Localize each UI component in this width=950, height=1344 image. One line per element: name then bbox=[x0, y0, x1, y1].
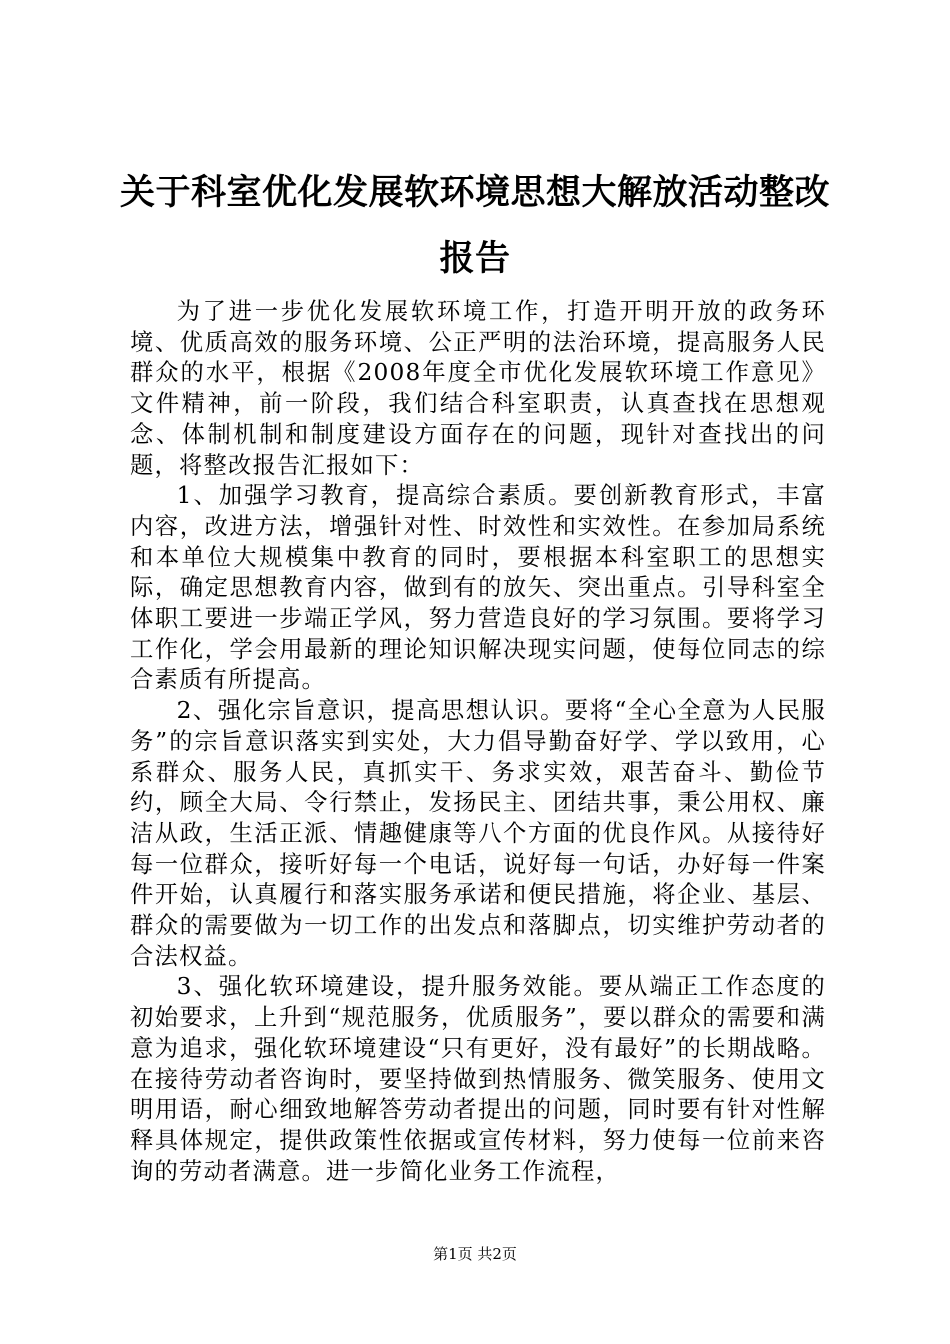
document-title: 关于科室优化发展软环境思想大解放活动整改报告 bbox=[119, 173, 830, 279]
paragraph-item-3: 3、强化软环境建设，提升服务效能。要从端正工作态度的初始要求，上升到“规范服务，优质服务”，要以群众的需要和满意为追求，强化软环境建设“只有更好，没有最好”的长期战略。在接待劳动者咨询时，要坚持做到热情服务、微笑服务、使用文明用语，耐心细致地解答劳动者提出的问题，同时要有针对性解释具体规定，提供政策性依据或宣传材料，努力使每一位前来咨询的劳动者满意。进一步简化业务工作流程， bbox=[130, 973, 826, 1185]
page-number-footer: 第1页 共2页 bbox=[433, 1245, 517, 1263]
paragraph-item-2: 2、强化宗旨意识，提高思想认识。要将“全心全意为人民服务”的宗旨意识落实到实处，大力倡导勤奋好学、学以致用，心系群众、服务人民，真抓实干、务求实效，艰苦奋斗、勤俭节约，顾全大局、令行禁止，发扬民主、团结共事，秉公用权、廉洁从政，生活正派、情趣健康等八个方面的优良作风。从接待好每一位群众，接听好每一个电话，说好每一句话，办好每一件案件开始，认真履行和落实服务承诺和便民措施，将企业、基层、群众的需要做为一切工作的出发点和落脚点，切实维护劳动者的合法权益。 bbox=[130, 697, 826, 970]
paragraph-item-1: 1、加强学习教育，提高综合素质。要创新教育形式，丰富内容，改进方法，增强针对性、时效性和实效性。在参加局系统和本单位大规模集中教育的同时，要根据本科室职工的思想实际，确定思想教育内容，做到有的放矢、突出重点。引导科室全体职工要进一步端正学风，努力营造良好的学习氛围。要将学习工作化，学会用最新的理论知识解决现实问题，使每位同志的综合素质有所提高。 bbox=[130, 482, 826, 694]
paragraph-intro: 为了进一步优化发展软环境工作，打造开明开放的政务环境、优质高效的服务环境、公正严明的法治环境，提高服务人民群众的水平，根据《2008年度全市优化发展软环境工作意见》文件精神，前一阶段，我们结合科室职责，认真查找在思想观念、体制机制和制度建设方面存在的问题，现针对查找出的问题，将整改报告汇报如下： bbox=[130, 298, 826, 479]
document-body bbox=[130, 297, 826, 1187]
